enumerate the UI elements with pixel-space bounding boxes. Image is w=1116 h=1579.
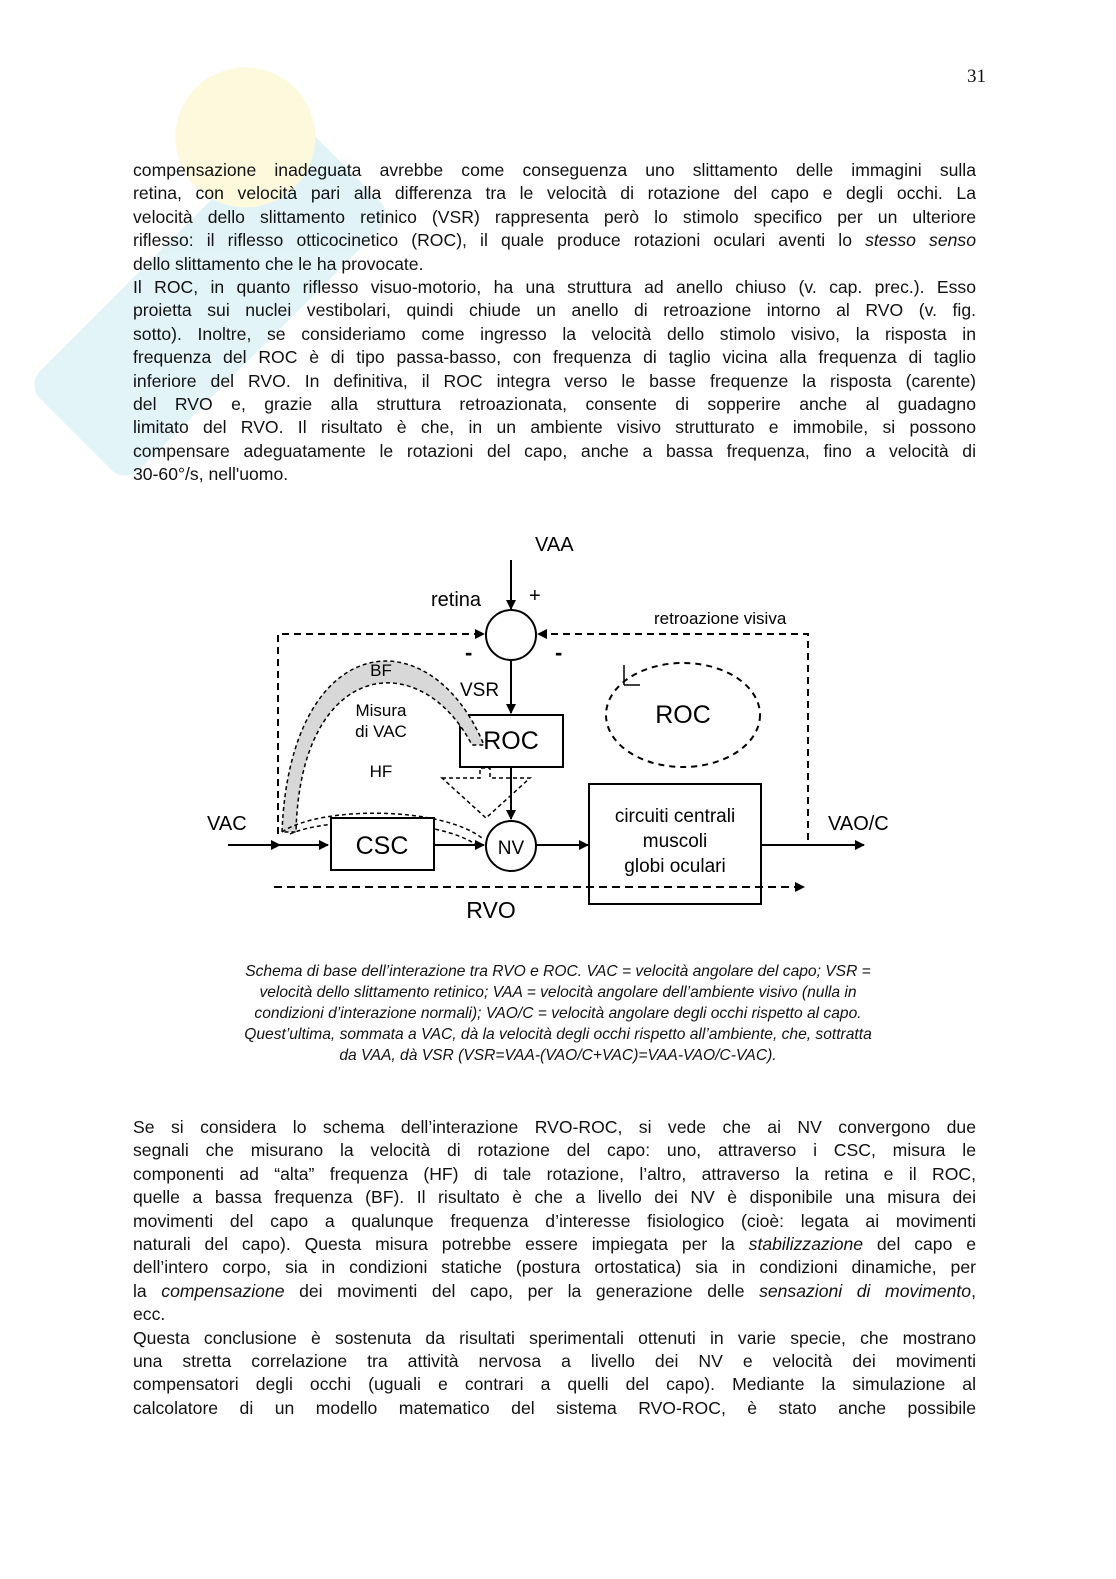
- text-fragment: del capo e: [863, 1234, 976, 1255]
- text-line: frequenza del ROC è di tipo passa-basso, con frequenza di taglio vicina alla frequenza di taglio: [133, 347, 976, 368]
- italic-term: stabilizzazione: [748, 1234, 864, 1255]
- italic-term: stesso senso: [865, 230, 976, 251]
- nv-label: NV: [497, 838, 525, 859]
- paragraph-intro: [133, 159, 976, 487]
- text-line: proietta sui nuclei vestibolari, quindi chiude un anello di retroazione intorno al RVO (v. fig.: [133, 300, 976, 321]
- text-line: compensatori degli occhi (uguali e contrari a quelli del capo). Mediante la simulazione al: [133, 1374, 976, 1395]
- text-line: dello slittamento che le ha provocate.: [133, 253, 424, 274]
- italic-term: compensazione: [161, 1280, 285, 1301]
- label-rvo: RVO: [466, 897, 516, 923]
- text-fragment: riflesso: il riflesso otticocinetico (ROC), il quale produce rotazioni oculari aventi lo: [133, 230, 866, 251]
- sign-minus-left: -: [465, 640, 473, 665]
- label-hf: HF: [369, 762, 393, 781]
- label-misura: Misura: [355, 701, 407, 720]
- caption-line: da VAA, dà VSR (VSR=VAA-(VAO/C+VAC)=VAA-VAO/C-VAC).: [339, 1047, 777, 1064]
- label-vsr: VSR: [460, 680, 500, 701]
- caption-line: condizioni d’interazione normali); VAO/C = velocità angolare degli occhi rispetto al capo.: [254, 1005, 862, 1022]
- text-line: calcolatore di un modello matematico del sistema RVO-ROC, è stato anche possibile: [133, 1397, 976, 1418]
- figure-caption: [150, 961, 966, 1066]
- text-line: Questa conclusione è sostenuta da risultati sperimentali ottenuti in varie specie, che mostrano: [133, 1327, 976, 1348]
- text-line: del RVO e, grazie alla struttura retroazionata, consente di sopperire anche al guadagno: [133, 394, 976, 415]
- text-line: inferiore del RVO. In definitiva, il ROC integra verso le basse frequenze la risposta (carente): [133, 370, 976, 391]
- italic-term: sensazioni di movimento: [759, 1280, 972, 1301]
- circuiti-label-3: globi oculari: [624, 856, 726, 877]
- text-line: una stretta correlazione tra attività nervosa a livello dei NV e velocità dei movimenti: [133, 1351, 976, 1372]
- paragraph-interaction: [133, 1116, 976, 1420]
- text-line: componenti ad “alta” frequenza (HF) di tale rotazione, l’altro, attraverso la retina e il ROC,: [133, 1163, 976, 1184]
- rvo-roc-diagram: [0, 520, 1116, 930]
- text-line: segnali che misurano la velocità di rotazione del capo: uno, attraverso i CSC, misura le: [133, 1140, 976, 1161]
- text-fragment: la: [133, 1280, 162, 1301]
- sign-minus-right: -: [555, 640, 563, 665]
- text-line: compensare adeguatamente le rotazioni del capo, anche a bassa frequenza, fino a velocità di: [133, 440, 976, 461]
- circuiti-label-1: circuiti centrali: [614, 806, 736, 827]
- text-line: retina, con velocità pari alla differenza tra le velocità di rotazione del capo e degli occhi. La: [133, 183, 976, 204]
- roc-loop-label: ROC: [655, 701, 711, 729]
- text-fragment: naturali del capo). Questa misura potrebbe essere impiegata per la: [133, 1234, 749, 1255]
- csc-box-label: CSC: [355, 832, 409, 860]
- big-dashed-arrow: [442, 768, 530, 818]
- label-retina: retina: [431, 589, 482, 611]
- circuiti-label-2: muscoli: [642, 831, 708, 852]
- text-line: dell’intero corpo, sia in condizioni statiche (postura ortostatica) sia in condizioni dinamiche, per: [133, 1257, 976, 1278]
- text-line: ecc.: [133, 1304, 166, 1325]
- roc-box-label: ROC: [483, 727, 539, 755]
- sign-plus: +: [529, 585, 541, 607]
- text-line: Se si considera lo schema dell’interazione RVO-ROC, si vede che ai NV convergono due: [133, 1117, 976, 1137]
- arc-bf-measure: [282, 661, 484, 832]
- text-line: sotto). Inoltre, se consideriamo come ingresso la velocità dello stimolo visivo, la risposta in: [133, 323, 976, 344]
- text-line: limitato del RVO. Il risultato è che, in un ambiente visivo strutturato e immobile, si possono: [133, 417, 976, 438]
- label-bf: BF: [370, 661, 392, 680]
- caption-line: Quest’ultima, sommata a VAC, dà la velocità degli occhi rispetto all’ambiente, che, sottratta: [244, 1026, 872, 1043]
- text-line-with-italic: [133, 229, 976, 252]
- text-line: 30-60°/s, nell'uomo.: [133, 464, 289, 485]
- text-fragment: dei movimenti del capo, per la generazione delle: [284, 1280, 760, 1301]
- label-vac: VAC: [207, 813, 247, 835]
- text-line: movimenti del capo a qualunque frequenza d’interesse fisiologico (cioè: legata ai movimenti: [133, 1210, 976, 1231]
- text-line: quelle a bassa frequenza (BF). Il risultato è che a livello dei NV è disponibile una misura dei: [133, 1187, 976, 1208]
- text-line-with-italic: [133, 1280, 976, 1303]
- text-line: Il ROC, in quanto riflesso visuo-motorio, ha una struttura ad anello chiuso (v. cap. prec.). Esso: [133, 277, 976, 298]
- label-vaa: VAA: [535, 534, 574, 556]
- caption-line: Schema di base dell’interazione tra RVO e ROC. VAC = velocità angolare del capo; VSR =: [245, 963, 871, 980]
- label-vao-c: VAO/C: [828, 813, 889, 835]
- text-fragment: ,: [971, 1280, 976, 1301]
- label-retroazione-visiva: retroazione visiva: [654, 609, 787, 628]
- text-line-with-italic: [133, 1233, 976, 1256]
- caption-line: velocità dello slittamento retinico; VAA = velocità angolare dell’ambiente visivo (nulla in: [259, 984, 857, 1001]
- text-line: compensazione inadeguata avrebbe come conseguenza uno slittamento delle immagini sulla: [133, 160, 976, 180]
- label-di-vac: di VAC: [355, 722, 407, 741]
- summing-junction: [486, 610, 536, 660]
- page-number: 31: [967, 66, 986, 87]
- text-line: velocità dello slittamento retinico (VSR) rappresenta però lo stimolo specifico per un ulteriore: [133, 206, 976, 227]
